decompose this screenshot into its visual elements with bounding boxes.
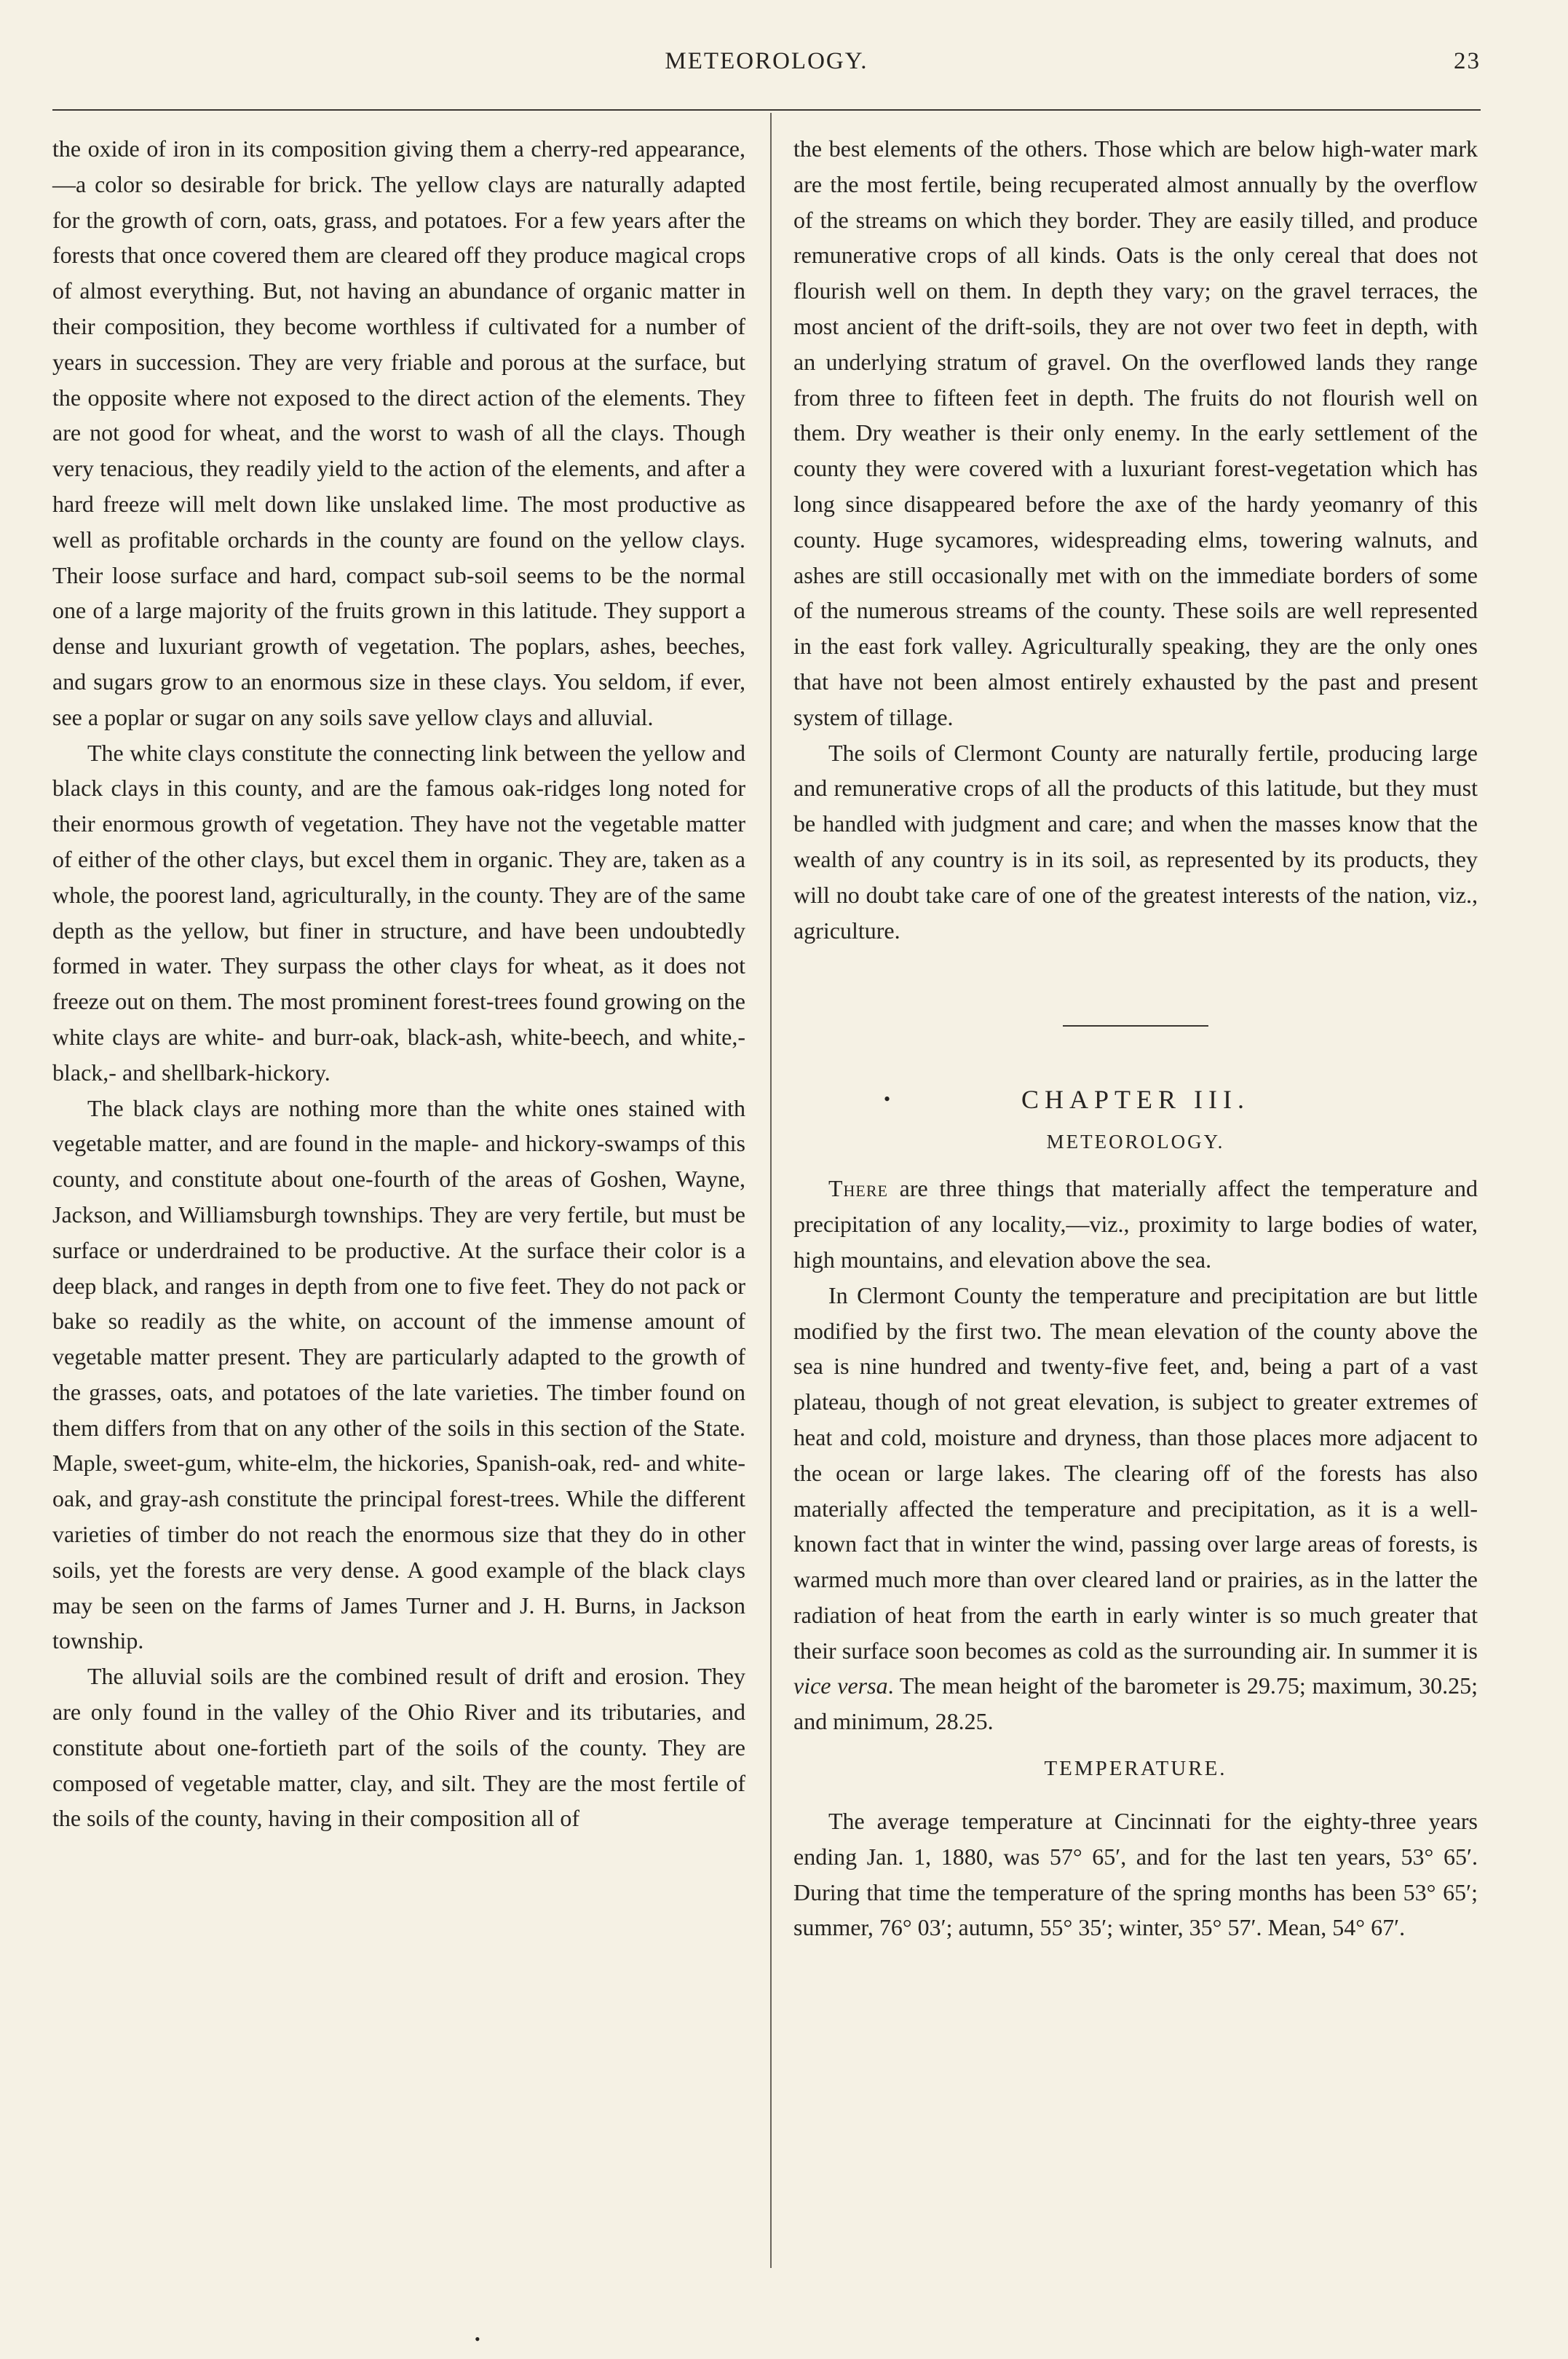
paragraph-alluvial-soils: The alluvial soils are the combined result of drift and erosion. They are only found in the valley of the Ohio River and its tributaries, and constitute about one-fortieth part of the soils of the county. They are composed of vegetable matter, clay, and silt. They are the most fertile of the soils of the county, having in their composition all of: [52, 1663, 745, 1832]
paragraph-temperature: The average temperature at Cincinnati for the eighty-three years ending Jan. 1, 1880, was 57° 65′, and for the last ten years, 53° 65′. During that time the temperature of the spring months has been 53° 65′; summer, 76° 03′; autumn, 55° 35′; winter, 35° 57′. Mean, 54° 67′.: [793, 1808, 1478, 1941]
chapter-bullet: •: [884, 1088, 891, 1110]
chapter-subtitle: METEOROLOGY.: [1046, 1131, 1225, 1153]
section-heading-temperature: TEMPERATURE.: [1044, 1757, 1227, 1781]
paragraph-alluvial-continued: the best elements of the others. Those which are below high-water mark are the most fertile, being recuperated almost annually by the overflow of the streams on which they border. They are easily tilled, and produce remunerative crops of all kinds. Oats is the only cereal that does not flourish well on them. In depth they vary; on the gravel terraces, the most ancient of the drift-soils, they are not over two feet in depth, with an underlying stratum of gravel. On the overflowed lands they range from three to fifteen feet in depth. The fruits do not flourish well on them. Dry weather is their only enemy. In the early settlement of the county they were covered with a luxuriant forest-vegetation which has long since disappeared before the axe of the hardy yeomanry of this county. Huge sycamores, widespreading elms, towering walnuts, and ashes are still occasionally met with on the immediate borders of some of the numerous streams of the county. These soils are well represented in the east fork valley. Agriculturally speaking, they are the only ones that have not been almost entirely exhausted by the past and present system of tillage.: [793, 135, 1478, 730]
elevation-text-part2: . The mean height of the barometer is 29.75; maximum, 30.25; and minimum, 28.25.: [793, 1672, 1478, 1735]
paragraph-clermont-soils: The soils of Clermont County are naturally fertile, producing large and remunerative crops of all the products of this latitude, but they must be handled with judgment and care; and when the masses know that the wealth of any country is in its soil, as represented by its products, they will no doubt take care of one of the greatest interests of the nation, viz., agriculture.: [793, 739, 1478, 944]
first-word: There: [828, 1175, 888, 1202]
chapter-title: CHAPTER III.: [1021, 1085, 1250, 1115]
page-number: 23: [1454, 48, 1481, 74]
paragraph-chapter-opening: [793, 1171, 1478, 1277]
column-divider: [770, 113, 772, 2268]
paragraph-black-clays: The black clays are nothing more than the white ones stained with vegetable matter, and are found in the maple- and hickory-swamps of this county, and constitute about one-fourth of the areas of Goshen, Wayne, Jackson, and Williamsburgh townships. They are very fertile, but must be surface or underdrained to be productive. At the surface their color is a deep black, and ranges in depth from one to five feet. They do not pack or bake so readily as the white, on account of the immense amount of vegetable matter present. They are particularly adapted to the growth of the grasses, oats, and potatoes of the late varieties. The timber found on them differs from that on any other of the soils in this section of the State. Maple, sweet-gum, white-elm, the hickories, Spanish-oak, red- and white-oak, and gray-ash constitute the principal forest-trees. While the different varieties of timber do not reach the enormous size that they do in other soils, yet the forests are very dense. A good example of the black clays may be seen on the farms of James Turner and J. H. Burns, in Jackson township.: [52, 1094, 745, 1654]
running-head: [52, 48, 1481, 84]
paragraph-elevation: [793, 1278, 1478, 1739]
elevation-text-part1: In Clermont County the temperature and precipitation are but little modified by the first two. The mean elevation of the county above the sea is nine hundred and twenty-five feet, and, being a part of a vast plateau, though of not great elevation, is subject to greater extremes of heat and cold, moisture and dryness, than those places more adjacent to the ocean or large lakes. The clearing off of the forests has also materially affected the temperature and precipitation, as it is a well-known fact that in winter the wind, passing over large areas of forests, is warmed much more than over cleared land or prairies, as in the latter the radiation of heat from the earth in early winter is so much greater that their surface soon becomes as cold as the surrounding air. In summer it is: [793, 1281, 1478, 1664]
left-column: [52, 131, 745, 1836]
header-rule: [52, 109, 1481, 111]
right-column: [793, 131, 1478, 1945]
section-separator: [1063, 1025, 1208, 1027]
paragraph-white-clays: The white clays constitute the connecting link between the yellow and black clays in this county, and are the famous oak-ridges long noted for their enormous growth of vegetation. They have not the vegetable matter of either of the other clays, but excel them in organic. They are, taken as a whole, the poorest land, agriculturally, in the county. They are of the same depth as the yellow, but finer in structure, and have been undoubtedly formed in water. They surpass the other clays for wheat, as it does not freeze out on them. The most prominent forest-trees found growing on the white clays are white- and burr-oak, black-ash, white-beech, and white,- black,- and shellbark-hickory.: [52, 739, 745, 1086]
footer-mark: •: [475, 2330, 480, 2348]
chapter-opening-text: are three things that materially affect the temperature and precipitation of any locality,—viz., proximity to large bodies of water, high mountains, and elevation above the sea.: [793, 1175, 1478, 1273]
running-title: METEOROLOGY.: [665, 48, 868, 74]
chapter-heading: [793, 1080, 1478, 1118]
paragraph-continued: the oxide of iron in its composition giving them a cherry-red appearance,—a color so desirable for brick. The yellow clays are naturally adapted for the growth of corn, oats, grass, and potatoes. For a few years after the forests that once covered them are cleared off they produce magical crops of almost everything. But, not having an abundance of organic matter in their composition, they become worthless if cultivated for a number of years in succession. They are very friable and porous at the surface, but the opposite where not exposed to the direct action of the elements. They are not good for wheat, and the worst to wash of all the clays. Though very tenacious, they readily yield to the action of the elements, and after a hard freeze will melt down like unslaked lime. The most productive as well as profitable orchards in the county are found on the yellow clays. Their loose surface and hard, compact sub-soil seems to be the normal one of a large majority of the fruits grown in this latitude. They support a dense and luxuriant growth of vegetation. The poplars, ashes, beeches, and sugars grow to an enormous size in these clays. You seldom, if ever, see a poplar or sugar on any soils save yellow clays and alluvial.: [52, 135, 745, 730]
elevation-text-italic: vice versa: [793, 1672, 888, 1699]
